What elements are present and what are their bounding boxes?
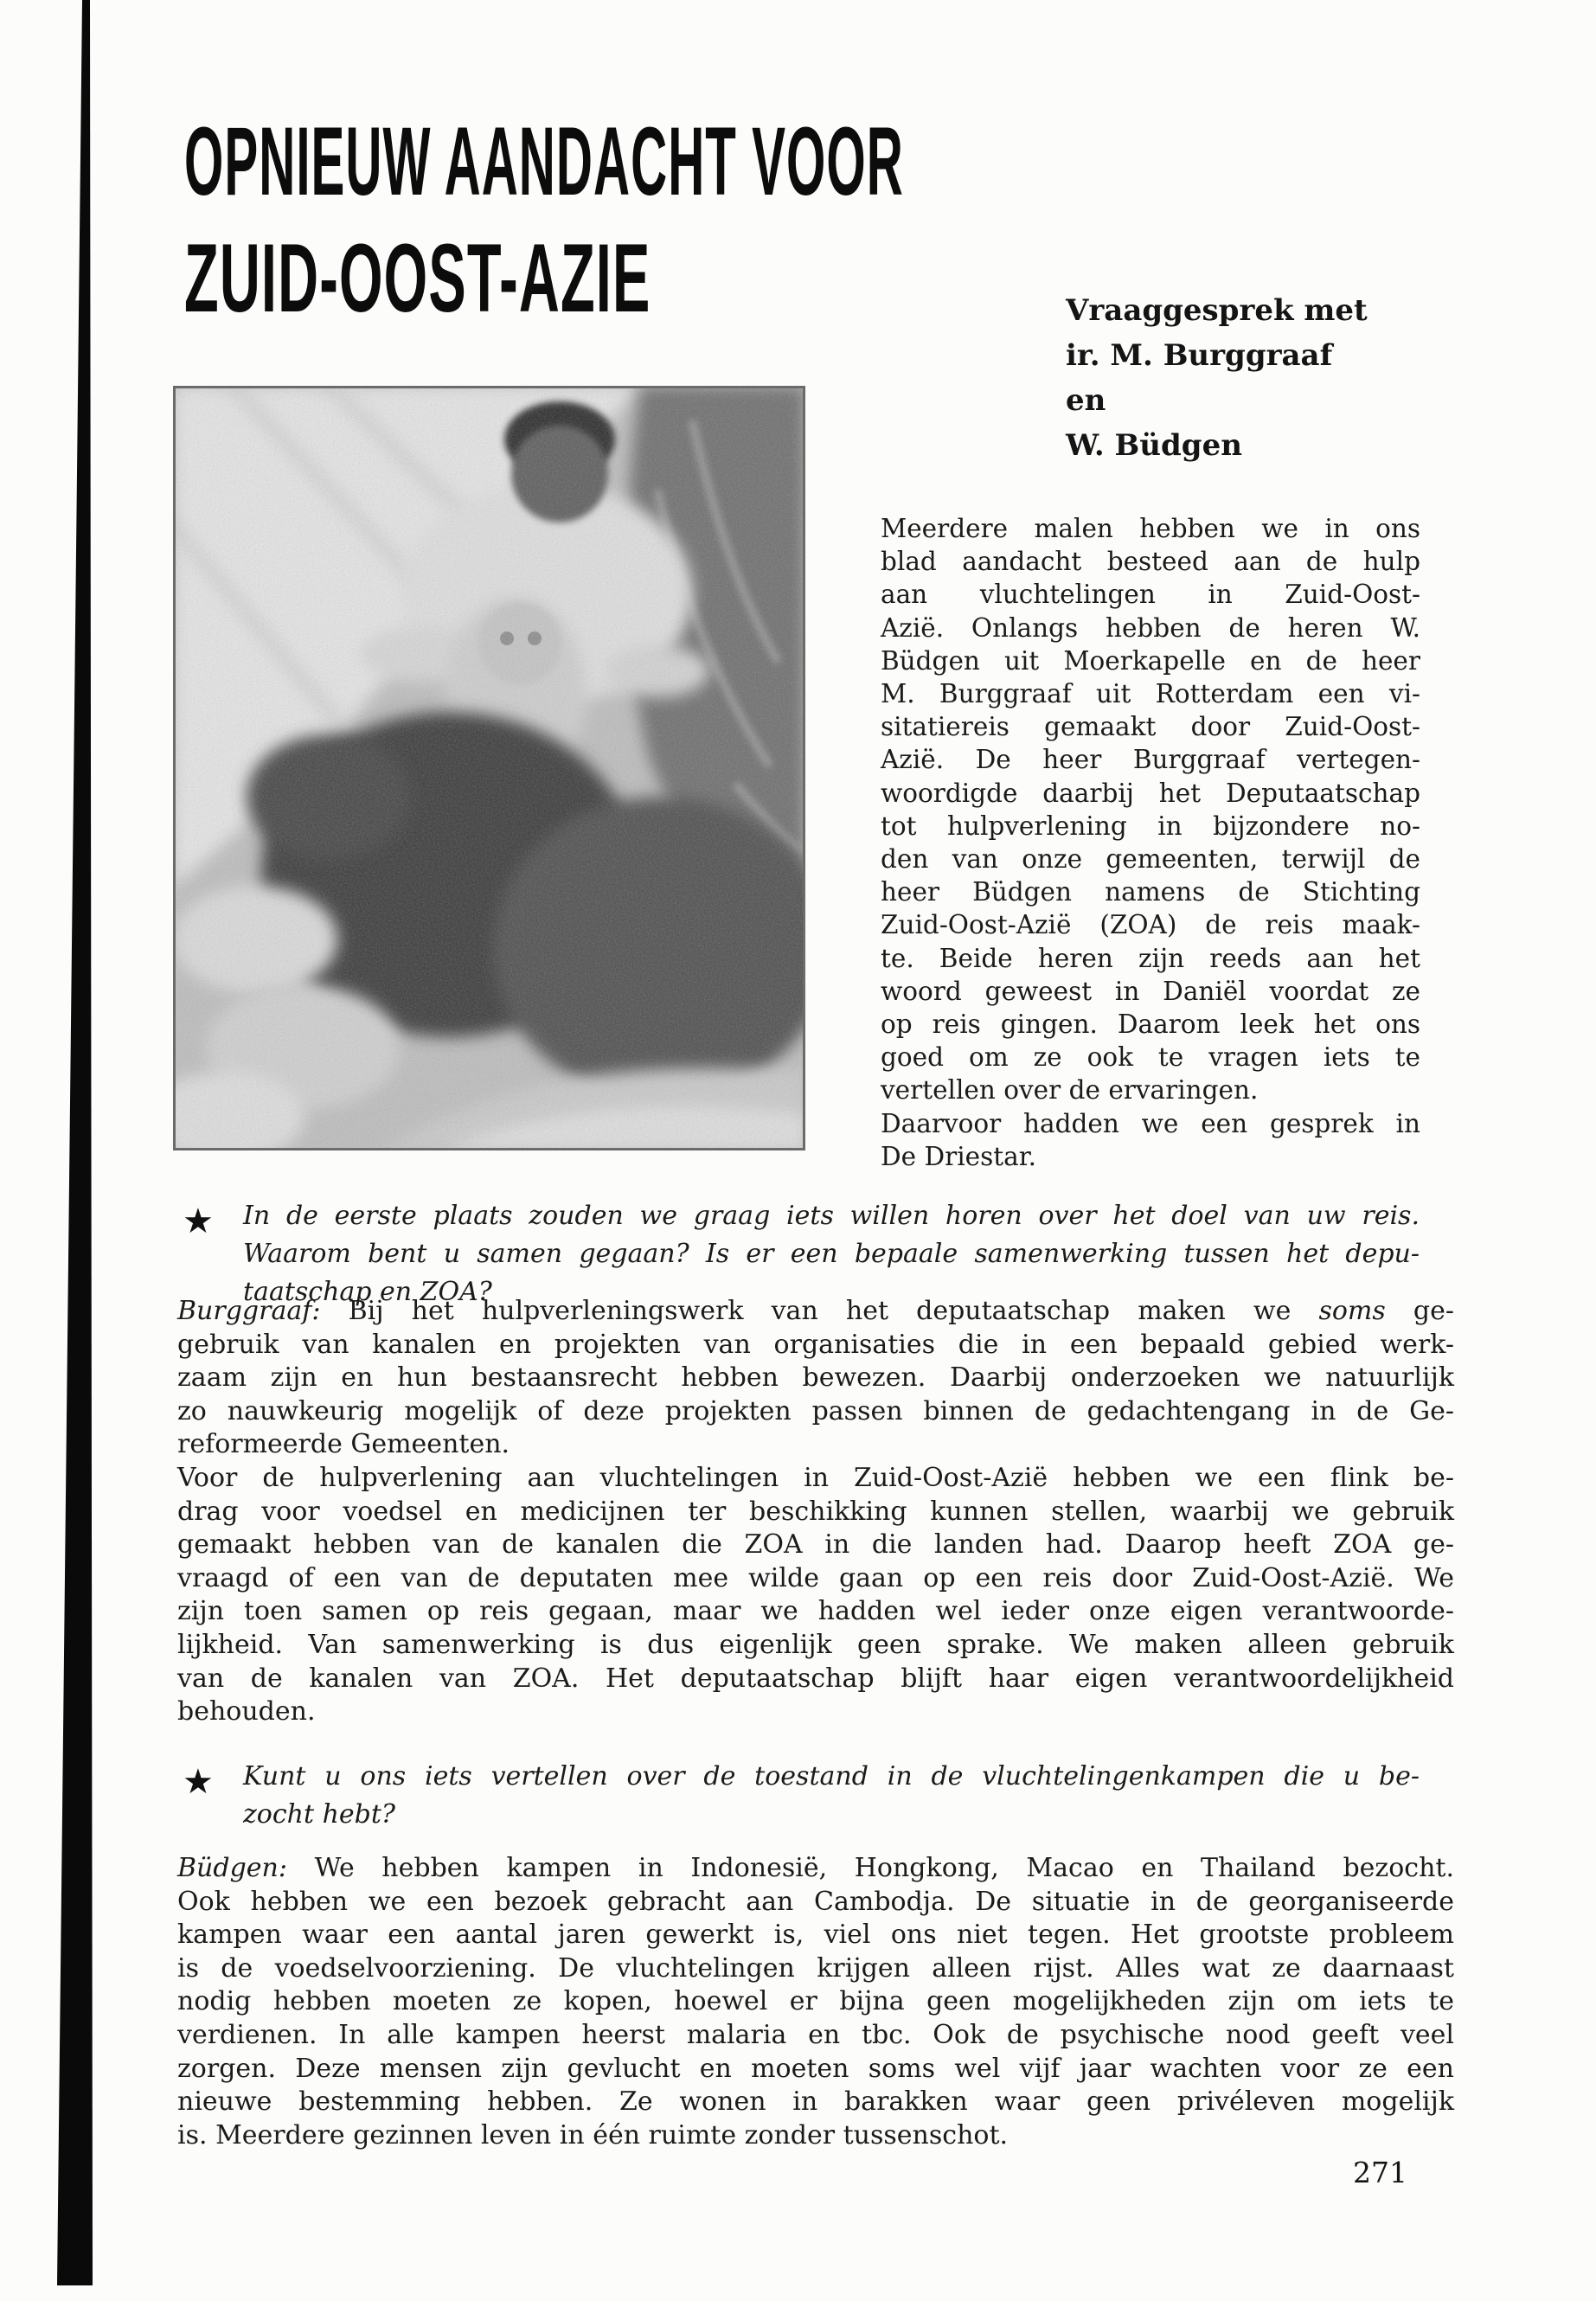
- text-line: Zuid-Oost-Azië (ZOA) de reis maak-: [881, 910, 1420, 940]
- text-line: op reis gingen. Daarom leek het ons: [881, 1009, 1420, 1040]
- refugees-photo-image: [173, 386, 805, 1150]
- answer-budgen: [177, 1852, 1454, 2152]
- text-line: Azië. Onlangs hebben de heren W.: [881, 612, 1420, 643]
- text-line: gebruik van kanalen en projekten van organisaties die in een bepaald gebied werk-: [177, 1329, 1454, 1360]
- text-line: nodig hebben moeten ze kopen, hoewel er bijna geen mogelijkheden zijn om iets te: [177, 1986, 1454, 2017]
- text-line: is de voedselvoorziening. De vluchtelingen krijgen alleen rijst. Alles wat ze daarnaast: [177, 1952, 1454, 1984]
- text-line: Meerdere malen hebben we in ons: [881, 514, 1420, 543]
- text-line: goed om ze ook te vragen iets te: [881, 1042, 1420, 1073]
- text-line: behouden.: [177, 1696, 316, 1727]
- text-line: woordigde daarbij het Deputaatschap: [881, 778, 1420, 808]
- binding-shadow-bar: [0, 0, 112, 2285]
- text-line: zocht hebt?: [243, 1799, 396, 1830]
- text-line: vraagd of een van de deputaten mee wilde gaan op een reis door Zuid-Oost-Azië. We: [177, 1562, 1454, 1593]
- text-line: Voor de hulpverlening aan vluchtelingen in Zuid-Oost-Azië hebben we een flink be-: [177, 1462, 1454, 1493]
- text-line: zaam zijn en hun bestaansrecht hebben bewezen. Daarbij onderzoeken we natuurlijk: [177, 1362, 1454, 1394]
- text-line: blad aandacht besteed aan de hulp: [881, 547, 1420, 577]
- star-icon: ★: [183, 1202, 214, 1241]
- text-line: te. Beide heren zijn reeds aan het: [881, 943, 1420, 973]
- text-line: heer Büdgen namens de Stichting: [881, 877, 1420, 907]
- text-line: zorgen. Deze mensen zijn gevlucht en moeten soms wel vijf jaar wachten voor ze een: [177, 2053, 1454, 2084]
- interview-byline: [1066, 288, 1368, 468]
- text-line: tot hulpverlening in bijzondere no-: [881, 811, 1420, 841]
- answer-burggraaf: [177, 1295, 1454, 1729]
- text-line: kampen waar een aantal jaren gewerkt is, viel ons niet tegen. Het grootste probleem: [177, 1920, 1454, 1951]
- page-number: 271: [1353, 2156, 1407, 2189]
- star-icon: ★: [183, 1762, 214, 1802]
- text-line: lijkheid. Van samenwerking is dus eigenlijk geen sprake. We maken alleen gebruik: [177, 1629, 1454, 1660]
- question-2: [243, 1758, 1420, 1834]
- text-line: zo nauwkeurig mogelijk of deze projekten passen binnen de gedachtengang in de Ge-: [177, 1395, 1454, 1426]
- text-line: reformeerde Gemeenten.: [177, 1429, 510, 1460]
- text-line: van de kanalen van ZOA. Het deputaatschap blijft haar eigen verantwoordelijkheid: [177, 1663, 1454, 1694]
- text-line: Burggraaf: Bij het hulpverleningswerk van het deputaatschap maken we soms ge-: [177, 1296, 1454, 1326]
- refugees-photo: [173, 386, 805, 1150]
- text-line: Büdgen: We hebben kampen in Indonesië, Hongkong, Macao en Thailand bezocht.: [177, 1853, 1454, 1883]
- byline-line-4: W. Büdgen: [1066, 428, 1242, 463]
- text-line: M. Burggraaf uit Rotterdam een vi-: [881, 679, 1420, 709]
- text-line: den van onze gemeenten, terwijl de: [881, 844, 1420, 875]
- text-line: Azië. De heer Burggraaf vertegen-: [881, 745, 1420, 775]
- page-title-line1: OPNIEUW AANDACHT VOOR: [184, 107, 904, 215]
- text-line: sitatiereis gemaakt door Zuid-Oost-: [881, 712, 1420, 742]
- text-line: zijn toen samen op reis gegaan, maar we hadden wel ieder onze eigen verantwoorde-: [177, 1596, 1454, 1627]
- byline-line-3: en: [1066, 383, 1106, 418]
- text-line: Waarom bent u samen gegaan? Is er een bepaale samenwerking tussen het depu-: [243, 1239, 1420, 1269]
- text-line: drag voor voedsel en medicijnen ter beschikking kunnen stellen, waarbij we gebruik: [177, 1496, 1454, 1527]
- text-line: gemaakt hebben van de kanalen die ZOA in die landen had. Daarop heeft ZOA ge-: [177, 1529, 1454, 1561]
- text-line: Kunt u ons iets vertellen over de toestand in de vluchtelingenkampen die u be-: [243, 1761, 1420, 1791]
- text-line: vertellen over de ervaringen.: [881, 1075, 1259, 1106]
- page-title-line2: ZUID-OOST-AZIE: [184, 224, 651, 332]
- text-line: Daarvoor hadden we een gesprek in: [881, 1108, 1420, 1138]
- intro-column: [881, 512, 1420, 1173]
- text-line: nieuwe bestemming hebben. Ze wonen in barakken waar geen privéleven mogelijk: [177, 2086, 1454, 2118]
- text-line: De Driestar.: [881, 1141, 1036, 1171]
- text-line: woord geweest in Daniël voordat ze: [881, 976, 1420, 1006]
- byline-line-2: ir. M. Burggraaf: [1066, 338, 1333, 373]
- text-line: In de eerste plaats zouden we graag iets willen horen over het doel van uw reis.: [243, 1201, 1420, 1231]
- text-line: verdienen. In alle kampen heerst malaria en tbc. Ook de psychische nood geeft veel: [177, 2019, 1454, 2050]
- text-line: aan vluchtelingen in Zuid-Oost-: [881, 580, 1420, 610]
- byline-line-1: Vraaggesprek met: [1066, 293, 1368, 328]
- text-line: Büdgen uit Moerkapelle en de heer: [881, 645, 1420, 676]
- text-line: is. Meerdere gezinnen leven in één ruimte zonder tussenschot.: [177, 2119, 1009, 2150]
- text-line: taatschap en ZOA?: [243, 1277, 492, 1307]
- text-line: Ook hebben we een bezoek gebracht aan Cambodja. De situatie in de georganiseerde: [177, 1886, 1454, 1917]
